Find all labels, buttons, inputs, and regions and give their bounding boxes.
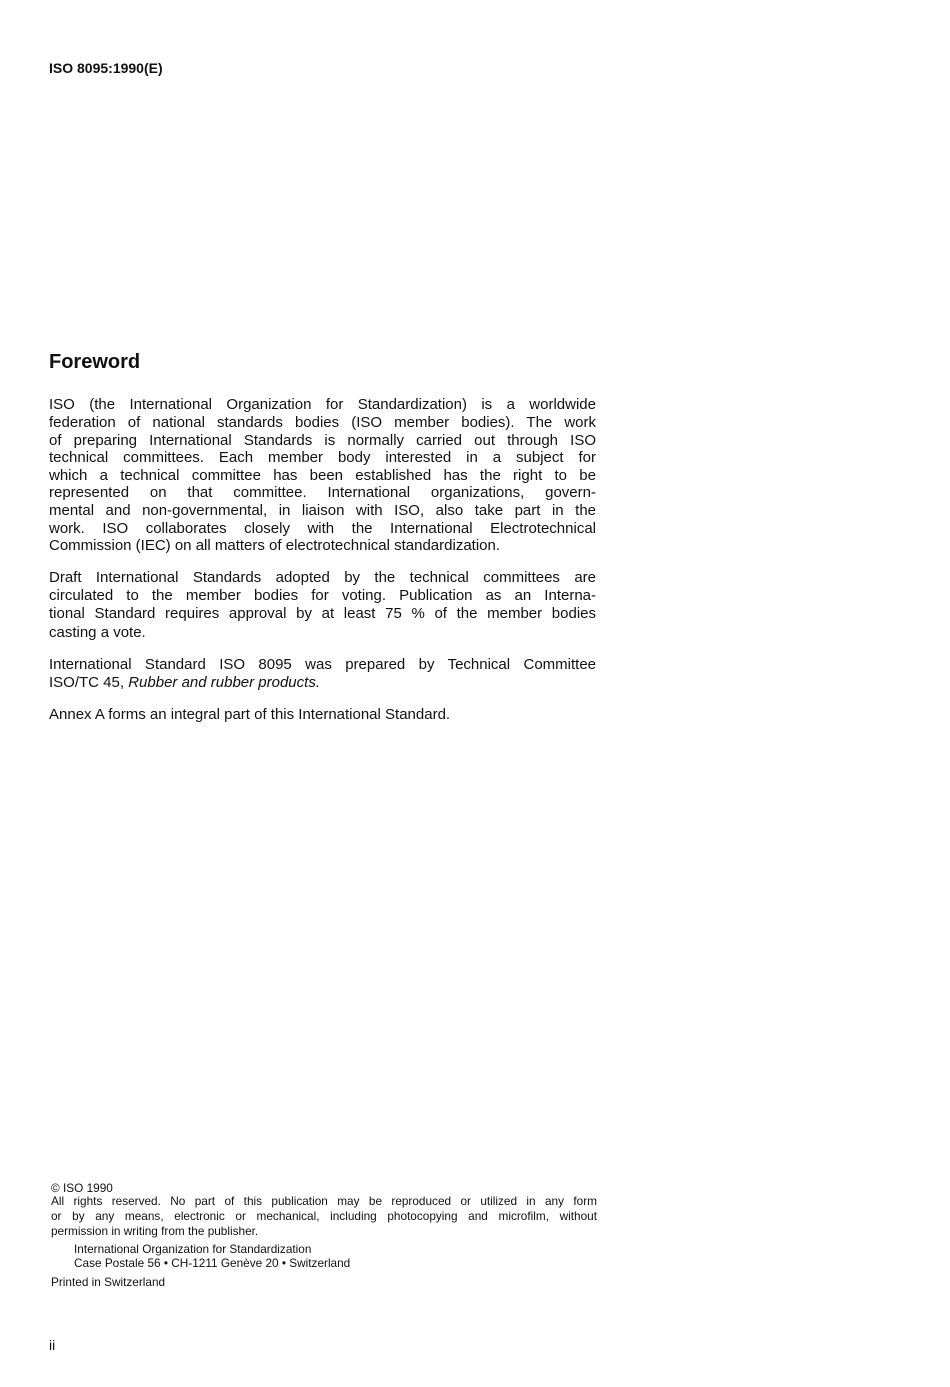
rights-line: All rights reserved. No part of this publication may be reproduced or utilized in any form — [51, 1194, 597, 1208]
text-line: tional Standard requires approval by at least 75 % of the member bodies — [49, 605, 596, 622]
text-line: Commission (IEC) on all matters of electrotechnical standardization. — [49, 537, 501, 554]
text-line: Draft International Standards adopted by the technical committees are — [49, 569, 596, 586]
text-line: technical committees. Each member body interested in a subject for — [49, 449, 596, 466]
text-line: federation of national standards bodies (ISO member bodies). The work — [49, 414, 596, 431]
rights-line: permission in writing from the publisher. — [51, 1224, 259, 1238]
page-number: ii — [49, 1337, 56, 1353]
text-line: casting a vote. — [49, 624, 146, 641]
org-name: International Organization for Standardization — [74, 1242, 312, 1256]
text-line: ISO (the International Organization for Standardization) is a worldwide — [49, 396, 596, 413]
committee-name: Rubber and rubber products. — [128, 674, 320, 691]
committee-ref: ISO/TC 45, — [49, 674, 129, 691]
paragraph-annex: Annex A forms an integral part of this International Standard. — [49, 706, 451, 723]
text-line: represented on that committee. International organizations, govern- — [49, 484, 596, 501]
text-line: International Standard ISO 8095 was prepared by Technical Committee — [49, 656, 596, 673]
document-id-header: ISO 8095:1990(E) — [49, 60, 163, 76]
org-address: Case Postale 56 • CH-1211 Genève 20 • Switzerland — [74, 1256, 351, 1270]
copyright-notice: © ISO 1990 — [51, 1181, 113, 1195]
section-title: Foreword — [49, 351, 141, 373]
text-line: circulated to the member bodies for voting. Publication as an Interna- — [49, 587, 596, 604]
printed-in: Printed in Switzerland — [51, 1275, 166, 1289]
text-line: work. ISO collaborates closely with the International Electrotechnical — [49, 520, 596, 537]
text-line — [49, 674, 596, 692]
text-line: which a technical committee has been established has the right to be — [49, 467, 596, 484]
rights-line: or by any means, electronic or mechanical, including photocopying and microfilm, without — [51, 1209, 597, 1223]
text-line: of preparing International Standards is normally carried out through ISO — [49, 432, 596, 449]
text-line: mental and non-governmental, in liaison with ISO, also take part in the — [49, 502, 596, 519]
